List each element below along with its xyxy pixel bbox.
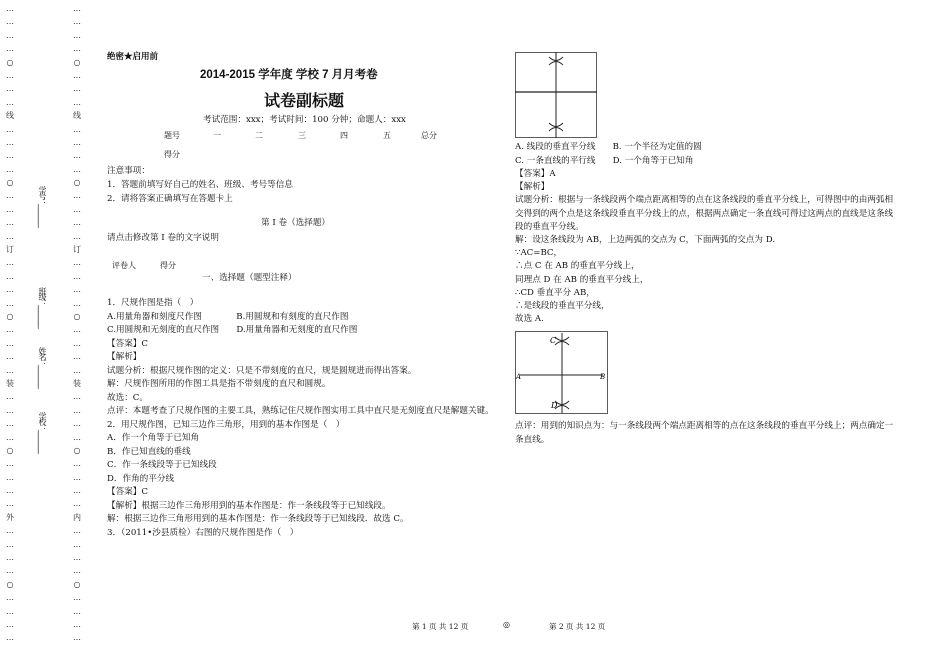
binding-dots-mark: … xyxy=(73,218,81,228)
binding-char-mark: 外 xyxy=(6,512,14,522)
binding-dots-mark: … xyxy=(6,593,14,603)
binding-dots-mark: … xyxy=(73,459,81,469)
question-text-line: 【答案】C xyxy=(107,487,148,497)
solution-text-line: 【答案】A xyxy=(515,169,556,179)
binding-dots-mark: … xyxy=(73,84,81,94)
notes-item: 1．答题前填写好自己的姓名、班级、考号等信息 xyxy=(107,180,293,190)
question-text-line: 试题分析：根据尺规作图的定义：只是不带刻度的直尺，规是圆规进而得出答案。 xyxy=(107,365,417,376)
binding-dots-mark: … xyxy=(6,218,14,228)
binding-char-mark: 装 xyxy=(6,378,14,388)
binding-dots-mark: … xyxy=(6,30,14,40)
binding-dots-mark: … xyxy=(73,44,81,54)
q3-options-ab: A. 线段的垂直平分线 B. 一个半径为定值的圆 xyxy=(515,142,702,152)
question-text-line: 1．尺规作图是指（ ） xyxy=(107,298,199,308)
question-text-line: D．作角的平分线 xyxy=(107,473,175,484)
field-label-text: 姓名：___________ xyxy=(38,347,47,387)
grader-label: 评卷人 xyxy=(112,261,136,270)
binding-circle-mark: ○ xyxy=(6,445,14,455)
score-header-cell: 五 xyxy=(383,131,391,140)
solution-text-line: 试题分析：根据与一条线段两个端点距离相等的点在这条线段的垂直平分线上，可得图中的由两弧相 xyxy=(515,195,894,206)
binding-dots-mark: … xyxy=(73,526,81,536)
solution-text-line: 段的垂直平分线。 xyxy=(515,221,584,232)
binding-circle-mark: ○ xyxy=(6,178,14,188)
binding-dots-mark: … xyxy=(73,231,81,241)
binding-circle-mark: ○ xyxy=(73,178,81,188)
binding-dots-mark: … xyxy=(73,553,81,563)
question-text-line: 【解析】根据三边作三角形用到的基本作图是：作一条线段等于已知线段。 xyxy=(107,500,391,511)
solution-text-line: 同理点 D 在 AB 的垂直平分线上， xyxy=(515,274,649,285)
binding-dots-mark: … xyxy=(6,432,14,442)
page-number-1: 第 1 页 共 12 页 xyxy=(412,622,469,631)
student-id-field xyxy=(38,186,48,226)
binding-dots-mark: … xyxy=(73,4,81,13)
binding-dots-mark: … xyxy=(6,499,14,509)
point-b-label: B xyxy=(600,373,606,381)
exam-title: 2014-2015 学年度 学校 7 月月考卷 xyxy=(200,69,378,81)
binding-dots-mark: … xyxy=(73,566,81,576)
solution-text-line: 故选 A. xyxy=(515,314,544,325)
score-header-cell: 三 xyxy=(298,131,306,140)
binding-line-outer xyxy=(5,2,15,645)
question-text-line: C.用圆规和无刻度的直尺作图 D.用量角器和无刻度的直尺作图 xyxy=(107,325,358,335)
binding-dots-mark: … xyxy=(73,298,81,308)
binding-line-inner xyxy=(72,2,82,645)
score-row-label: 得分 xyxy=(164,150,180,159)
binding-char-mark: 订 xyxy=(6,245,14,255)
score-header-cell: 题号 xyxy=(164,131,180,140)
binding-dots-mark: … xyxy=(6,392,14,402)
binding-dots-mark: … xyxy=(73,124,81,134)
binding-dots-mark: … xyxy=(6,285,14,295)
solution-text-line: ∴CD 垂直平分 AB， xyxy=(515,287,595,298)
binding-dots-mark: … xyxy=(6,97,14,107)
binding-dots-mark: … xyxy=(6,151,14,161)
solution-text-line: ∴点 C 在 AB 的垂直平分线上， xyxy=(515,261,640,272)
binding-circle-mark: ○ xyxy=(6,311,14,321)
field-label-text: 学校：___________ xyxy=(38,412,47,452)
question-text-line: A.用量角器和刻度尺作图 B.用圆规和有刻度的直尺作图 xyxy=(107,311,349,322)
binding-dots-mark: … xyxy=(73,499,81,509)
question-text-line: 解：尺规作图所用的作图工具是指不带刻度的直尺和圆规。 xyxy=(107,379,331,389)
school-field xyxy=(38,412,48,452)
binding-dots-mark: … xyxy=(6,566,14,576)
binding-dots-mark: … xyxy=(73,472,81,482)
binding-dots-mark: … xyxy=(6,606,14,616)
binding-dots-mark: … xyxy=(6,352,14,362)
binding-dots-mark: … xyxy=(73,486,81,496)
binding-dots-mark: … xyxy=(73,285,81,295)
binding-dots-mark: … xyxy=(73,258,81,268)
question-text-line: 故选：C。 xyxy=(107,392,148,403)
point-a-label: A xyxy=(516,373,522,381)
solution-text-line: ∵AC=BC， xyxy=(515,248,563,259)
page-separator: ◎ xyxy=(503,620,510,629)
binding-dots-mark: … xyxy=(6,633,14,643)
binding-dots-mark: … xyxy=(73,405,81,415)
section-title: 一、选择题（题型注释） xyxy=(202,273,297,283)
solution-text-line: 交得到的两个点是这条线段垂直平分线上的点，根据两点确定一条直线可得过这两点的直线是这条线 xyxy=(515,208,894,219)
binding-dots-mark: … xyxy=(73,204,81,214)
binding-dots-mark: … xyxy=(73,392,81,402)
question-text-line: C．作一条线段等于已知线段 xyxy=(107,460,217,470)
binding-dots-mark: … xyxy=(6,204,14,214)
binding-char-mark: 线 xyxy=(73,111,81,121)
page-number-2: 第 2 页 共 12 页 xyxy=(549,622,606,631)
binding-dots-mark: … xyxy=(73,539,81,549)
binding-dots-mark: … xyxy=(6,526,14,536)
binding-dots-mark: … xyxy=(6,164,14,174)
question-text-line: 3．（2011•沙县质检）右图的尺规作图是作（ ） xyxy=(107,527,299,538)
binding-circle-mark: ○ xyxy=(73,445,81,455)
binding-char-mark: 线 xyxy=(6,111,14,121)
notes-title: 注意事项： xyxy=(107,166,150,176)
binding-dots-mark: … xyxy=(73,593,81,603)
binding-dots-mark: … xyxy=(73,419,81,429)
binding-dots-mark: … xyxy=(6,271,14,281)
binding-char-mark: 装 xyxy=(73,378,81,388)
q3-options-cd: C. 一条直线的平行线 D. 一个角等于已知角 xyxy=(515,156,694,166)
question-text-line: 2．用尺规作图，已知三边作三角形，用到的基本作图是（ ） xyxy=(107,419,345,430)
binding-dots-mark: … xyxy=(6,84,14,94)
binding-dots-mark: … xyxy=(73,432,81,442)
volume-desc: 请点击修改第 I 卷的文字说明 xyxy=(107,233,219,243)
binding-dots-mark: … xyxy=(73,271,81,281)
binding-dots-mark: … xyxy=(73,164,81,174)
score-header-cell: 总分 xyxy=(421,131,437,140)
class-field xyxy=(38,287,48,327)
binding-dots-mark: … xyxy=(73,137,81,147)
binding-dots-mark: … xyxy=(6,539,14,549)
right-column-body xyxy=(515,169,893,327)
score-header-cell: 一 xyxy=(213,131,221,140)
volume-title: 第 I 卷（选择题） xyxy=(261,218,331,228)
binding-dots-mark: … xyxy=(6,137,14,147)
field-label-text: 学号：___________ xyxy=(38,186,47,226)
question-text-line: 【答案】C xyxy=(107,338,148,349)
binding-dots-mark: … xyxy=(6,124,14,134)
point-d-label: D xyxy=(551,401,558,410)
binding-dots-mark: … xyxy=(6,231,14,241)
binding-dots-mark: … xyxy=(6,17,14,27)
binding-dots-mark: … xyxy=(73,606,81,616)
grader-score-label: 得分 xyxy=(160,261,176,270)
binding-dots-mark: … xyxy=(6,298,14,308)
binding-dots-mark: … xyxy=(6,472,14,482)
question-text-line: 点评：本题考查了尺规作图的主要工具，熟练记住尺规作图实用工具中直尺是无刻度直尺是解题关键。 xyxy=(107,406,494,416)
score-header-cell: 二 xyxy=(255,131,263,140)
binding-dots-mark: … xyxy=(6,553,14,563)
binding-circle-mark: ○ xyxy=(6,57,14,67)
name-field xyxy=(38,347,48,387)
field-label-text: 班级：___________ xyxy=(38,287,47,327)
score-header-cell: 四 xyxy=(340,131,348,140)
binding-dots-mark: … xyxy=(6,619,14,629)
binding-dots-mark: … xyxy=(6,4,14,13)
binding-dots-mark: … xyxy=(6,365,14,375)
binding-circle-mark: ○ xyxy=(6,579,14,589)
binding-dots-mark: … xyxy=(6,405,14,415)
binding-dots-mark: … xyxy=(6,70,14,80)
binding-circle-mark: ○ xyxy=(73,311,81,321)
binding-dots-mark: … xyxy=(73,70,81,80)
binding-dots-mark: … xyxy=(6,338,14,348)
binding-dots-mark: … xyxy=(73,338,81,348)
binding-dots-mark: … xyxy=(73,365,81,375)
binding-char-mark: 内 xyxy=(73,512,81,522)
binding-dots-mark: … xyxy=(73,325,81,335)
binding-circle-mark: ○ xyxy=(73,57,81,67)
binding-dots-mark: … xyxy=(73,151,81,161)
comment-line: 条直线。 xyxy=(515,435,550,445)
binding-dots-mark: … xyxy=(73,352,81,362)
question-text-line: A．作一个角等于已知角 xyxy=(107,433,200,443)
exam-subtitle: 试卷副标题 xyxy=(264,93,345,110)
binding-dots-mark: … xyxy=(6,191,14,201)
solution-text-line: 【解析】 xyxy=(515,182,550,193)
point-c-label: C xyxy=(550,336,557,345)
binding-circle-mark: ○ xyxy=(73,579,81,589)
secret-label: 绝密★启用前 xyxy=(107,51,159,61)
binding-char-mark: 订 xyxy=(73,245,81,255)
question-text-line: 【解析】 xyxy=(107,352,142,362)
binding-dots-mark: … xyxy=(6,258,14,268)
binding-dots-mark: … xyxy=(73,633,81,643)
binding-dots-mark: … xyxy=(73,191,81,201)
binding-dots-mark: … xyxy=(6,44,14,54)
binding-dots-mark: … xyxy=(73,619,81,629)
solution-text-line: ∴是线段的垂直平分线， xyxy=(515,300,610,311)
perpendicular-bisector-figure-top xyxy=(515,52,597,138)
binding-dots-mark: … xyxy=(6,486,14,496)
binding-dots-mark: … xyxy=(73,30,81,40)
binding-dots-mark: … xyxy=(73,97,81,107)
perpendicular-bisector-figure-labeled xyxy=(515,331,608,414)
question-text-line: 解：根据三边作三角形用到的基本作图是：作一条线段等于已知线段．故选 C。 xyxy=(107,514,409,524)
notes-item: 2．请将答案正确填写在答题卡上 xyxy=(107,194,233,204)
binding-dots-mark: … xyxy=(6,459,14,469)
left-column-body xyxy=(107,298,494,541)
binding-dots-mark: … xyxy=(6,419,14,429)
question-text-line: B．作已知直线的垂线 xyxy=(107,446,191,457)
solution-text-line: 解：设这条线段为 AB，上边两弧的交点为 C，下面两弧的交点为 D. xyxy=(515,234,776,245)
binding-dots-mark: … xyxy=(6,325,14,335)
comment-line: 点评：用到的知识点为：与一条线段两个端点距离相等的点在这条线段的垂直平分线上；两点确定一 xyxy=(515,421,894,431)
binding-dots-mark: … xyxy=(73,17,81,27)
exam-info: 考试范围：xxx；考试时间：100 分钟；命题人：xxx xyxy=(203,115,406,125)
